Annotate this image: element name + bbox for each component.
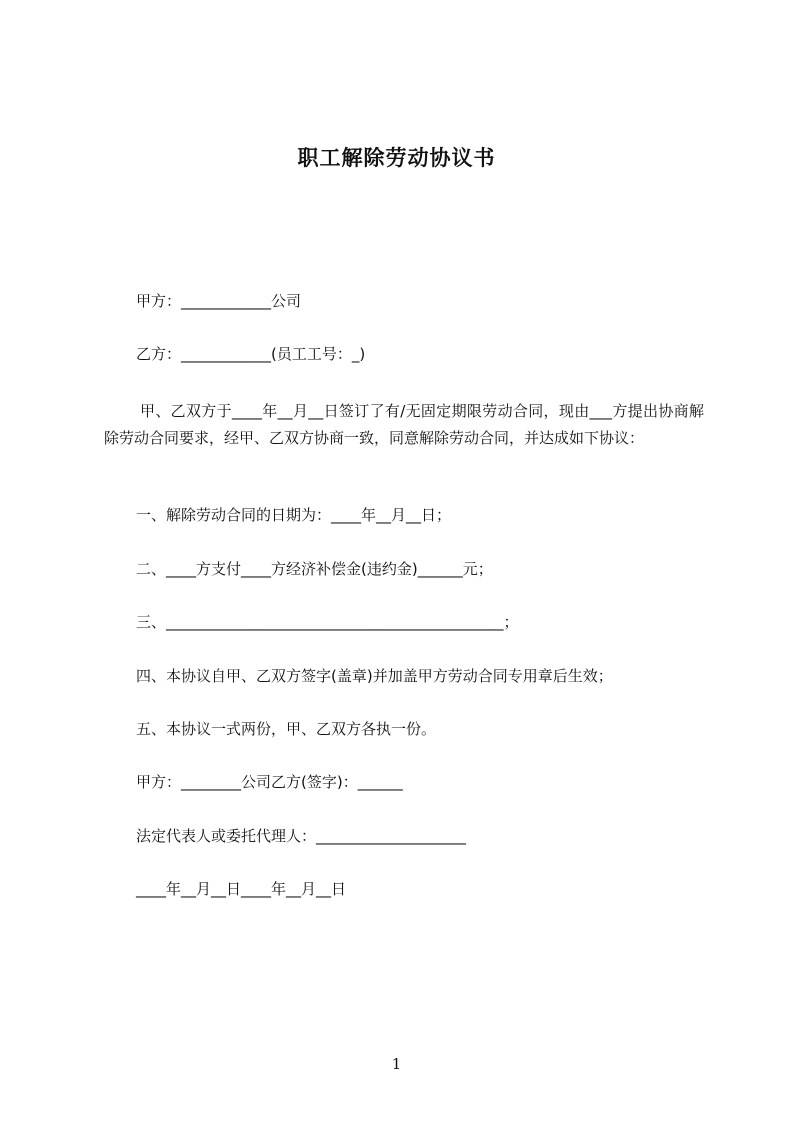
clause-3: 三、_____________________________________________； bbox=[136, 613, 519, 631]
representative-line: 法定代表人或委托代理人：____________________ bbox=[136, 827, 467, 845]
clause-5: 五、本协议一式两份，甲、乙双方各执一份。 bbox=[136, 720, 437, 738]
party-a-line: 甲方：____________公司 bbox=[136, 292, 302, 310]
clause-4: 四、本协议自甲、乙双方签字(盖章)并加盖甲方劳动合同专用章后生效； bbox=[136, 667, 613, 685]
signature-line: 甲方：________公司乙方(签字)：______ bbox=[136, 773, 403, 791]
intro-paragraph: 甲、乙双方于____年__月__日签订了有/无固定期限劳动合同，现由___方提出协商解除劳动合同要求，经甲、乙双方协商一致，同意解除劳动合同，并达成如下协议： bbox=[104, 402, 704, 447]
clause-2: 二、____方支付____方经济补偿金(违约金)______元； bbox=[136, 560, 493, 578]
page-number: 1 bbox=[391, 1055, 402, 1073]
clause-1: 一、解除劳动合同的日期为：____年__月__日； bbox=[136, 506, 452, 524]
party-b-line: 乙方：____________(员工工号：_) bbox=[136, 345, 366, 363]
date-line: ____年__月__日____年__月__日 bbox=[136, 880, 347, 898]
document-title: 职工解除劳动协议书 bbox=[297, 146, 496, 170]
